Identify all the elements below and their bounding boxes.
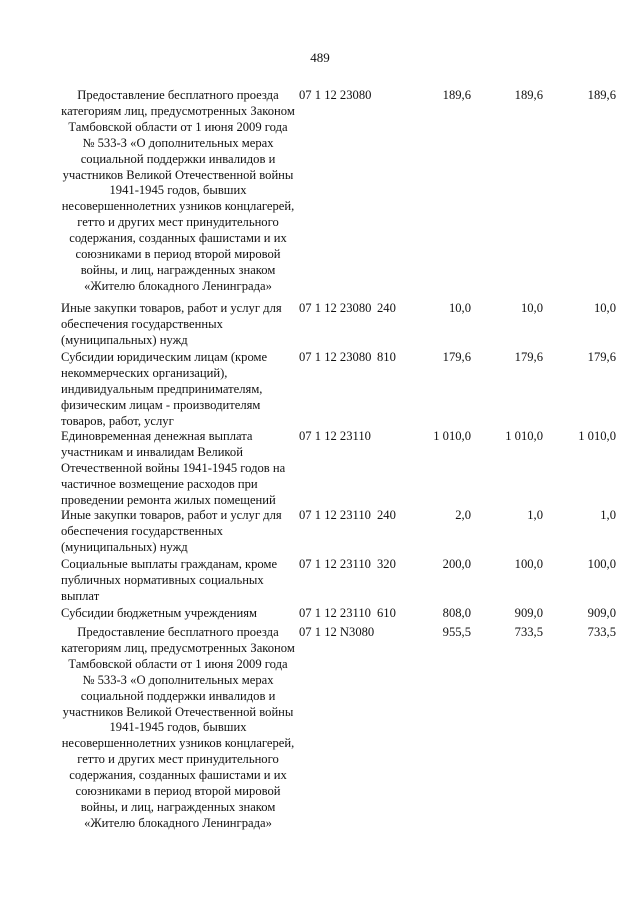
row-value-year-1: 955,5 <box>442 625 471 639</box>
row-value-year-3: 909,0 <box>587 606 616 620</box>
row-target-code: 07 1 12 23080 <box>299 301 372 315</box>
row-description: Иные закупки товаров, работ и услуг для обеспечения государственных (муниципальных) нужд <box>61 301 282 347</box>
row-value-year-3: 733,5 <box>587 625 616 639</box>
row-expense-type: 810 <box>377 350 396 364</box>
row-value-year-3: 189,6 <box>587 88 616 102</box>
row-value-year-3: 10,0 <box>593 301 616 315</box>
row-expense-type: 240 <box>377 508 396 522</box>
row-value-year-2: 733,5 <box>514 625 543 639</box>
row-target-code: 07 1 12 23110 <box>299 606 371 620</box>
row-expense-type: 320 <box>377 557 396 571</box>
row-description: Предоставление бесплатного проезда категориям лиц, предусмотренных Законом Тамбовской области от 1 июня 2009 года № 533-З «О дополнительных мерах социальной поддержки инвалидов и участников Великой Отечественной войны 1941-1945 годов, бывших несовершеннолетних узников концлагерей, гетто и других мест принудительного содержания, созданных фашистами и их союзниками в период второй мировой войны, и лиц, награжденных знаком «Жителю блокадного Ленинграда» <box>61 625 295 830</box>
row-target-code: 07 1 12 23080 <box>299 88 372 102</box>
row-value-year-1: 200,0 <box>442 557 471 571</box>
row-value-year-2: 1 010,0 <box>505 429 543 443</box>
row-value-year-2: 10,0 <box>520 301 543 315</box>
row-value-year-3: 1,0 <box>600 508 616 522</box>
row-description: Единовременная денежная выплата участникам и инвалидам Великой Отечественной войны 1941-1945 годов на частичное возмещение расходов при проведении ремонта жилых помещений <box>61 429 286 507</box>
row-value-year-1: 808,0 <box>442 606 471 620</box>
row-description: Иные закупки товаров, работ и услуг для обеспечения государственных (муниципальных) нужд <box>61 508 282 554</box>
row-description: Субсидии бюджетным учреждениям <box>61 606 257 620</box>
row-value-year-1: 2,0 <box>455 508 471 522</box>
row-value-year-3: 1 010,0 <box>578 429 616 443</box>
row-value-year-3: 179,6 <box>587 350 616 364</box>
row-value-year-1: 189,6 <box>442 88 471 102</box>
row-value-year-2: 100,0 <box>514 557 543 571</box>
row-description: Предоставление бесплатного проезда категориям лиц, предусмотренных Законом Тамбовской области от 1 июня 2009 года № 533-З «О дополнительных мерах социальной поддержки инвалидов и участников Великой Отечественной войны 1941-1945 годов, бывших несовершеннолетних узников концлагерей, гетто и других мест принудительного содержания, созданных фашистами и их союзниками в период второй мировой войны, и лиц, награжденных знаком «Жителю блокадного Ленинграда» <box>61 88 295 293</box>
row-value-year-2: 909,0 <box>514 606 543 620</box>
row-description: Субсидии юридическим лицам (кроме некоммерческих организаций), индивидуальным предпринимателям, физическим лицам - производителям товаров, работ, услуг <box>61 350 268 428</box>
row-target-code: 07 1 12 23110 <box>299 557 371 571</box>
row-value-year-3: 100,0 <box>587 557 616 571</box>
row-description: Социальные выплаты гражданам, кроме публичных нормативных социальных выплат <box>61 557 278 603</box>
row-value-year-2: 189,6 <box>514 88 543 102</box>
row-expense-type: 610 <box>377 606 396 620</box>
row-value-year-2: 179,6 <box>514 350 543 364</box>
row-target-code: 07 1 12 23110 <box>299 429 371 443</box>
row-target-code: 07 1 12 23110 <box>299 508 371 522</box>
page-number: 489 <box>310 50 330 65</box>
row-target-code: 07 1 12 N3080 <box>299 625 375 639</box>
row-value-year-2: 1,0 <box>527 508 543 522</box>
row-value-year-1: 179,6 <box>442 350 471 364</box>
row-value-year-1: 1 010,0 <box>433 429 471 443</box>
row-expense-type: 240 <box>377 301 396 315</box>
row-value-year-1: 10,0 <box>448 301 471 315</box>
row-target-code: 07 1 12 23080 <box>299 350 372 364</box>
